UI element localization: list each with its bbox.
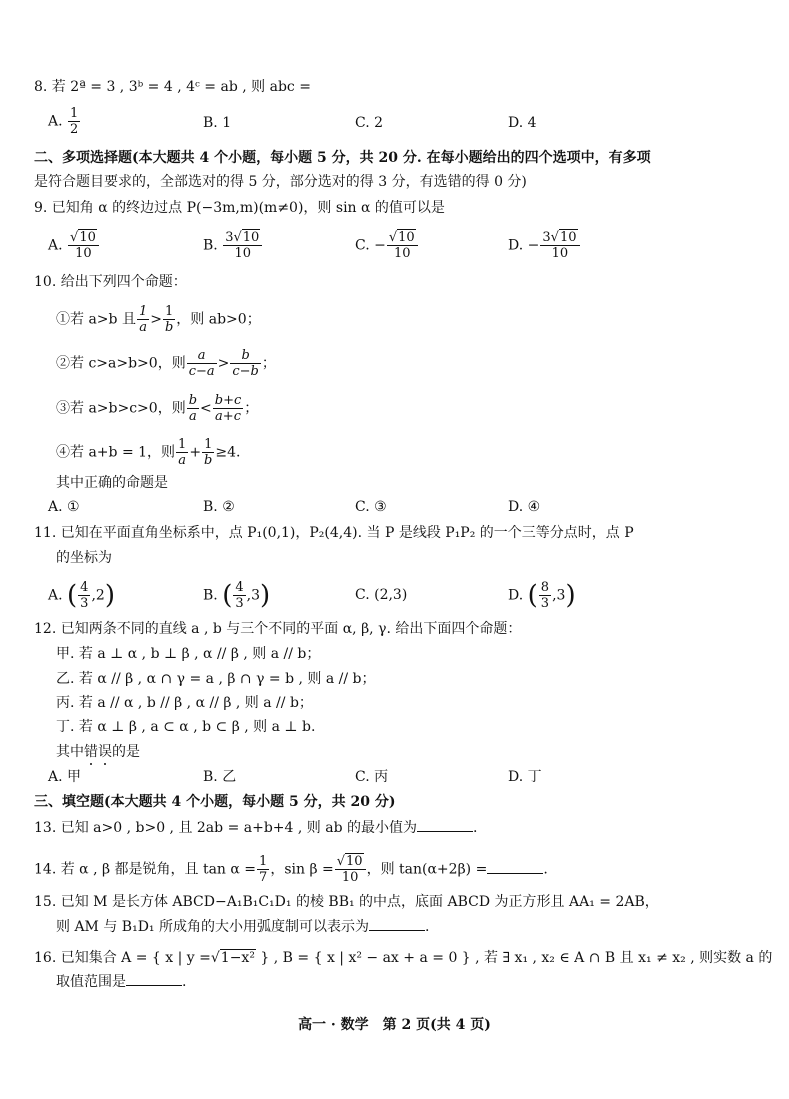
q11-stem: 11. 已知在平面直角坐标系中，点 P₁(0,1)，P₂(4,4). 当 P 是线段 P₁P₂ 的一个三等分点时，点 P: [34, 525, 634, 541]
fraction: $\frac{1}{2}$: [70, 106, 79, 137]
q10-option-c: C. ③: [355, 499, 387, 515]
q10-proposition-1: ①若 a>b 且 $\frac{1}{a}$ > $\frac{1}{b}$ ，则 ab>0；: [56, 304, 261, 335]
q11-stem-cont: 的坐标为: [56, 550, 112, 566]
q11-option-b: B. ( $\frac{4}{3}$ ,3): [203, 580, 271, 611]
section-2-heading: 二、多项选择题(本大题共 4 个小题，每小题 5 分，共 20 分. 在每小题给出的四个选项中，有多项: [34, 150, 651, 166]
q10-option-b: B. ②: [203, 499, 235, 515]
q12-option-b: B. 乙: [203, 769, 237, 785]
q12-stem: 12. 已知两条不同的直线 a , b 与三个不同的平面 α, β, γ. 给出下面四个命题：: [34, 621, 522, 637]
q8-option-b: B. 1: [203, 115, 232, 131]
q12-proposition-ding: 丁. 若 α ⊥ β , a ⊂ α , b ⊂ β , 则 a ⊥ b.: [56, 719, 316, 735]
q8-option-a: A. $\frac{1}{2}$: [48, 106, 79, 137]
answer-blank[interactable]: [417, 831, 473, 832]
q11-option-a: A. ( $\frac{4}{3}$ ,2): [48, 580, 115, 611]
q12-proposition-jia: 甲. 若 a ⊥ α , b ⊥ β , α // β , 则 a // b；: [56, 646, 321, 662]
q8-option-c: C. 2: [355, 115, 384, 131]
section-2-heading-cont: 是符合题目要求的，全部选对的得 5 分，部分选对的得 3 分，有选错的得 0 分): [34, 174, 527, 190]
q16-stem: 16. 已知集合 A = { x | y =√1−x² } , B = { x | x² − ax + a = 0 } , 若 ∃ x₁ , x₂ ∈ A ∩ B 且 x₁ ≠ x₂ , 则实数 a 的: [34, 950, 773, 966]
q10-proposition-3: ③若 a>b>c>0，则 $\frac{b}{a}$ < $\frac{b+c}{a+c}$ ；: [56, 393, 259, 424]
q15-stem: 15. 已知 M 是长方体 ABCD−A₁B₁C₁D₁ 的棱 BB₁ 的中点，底面 ABCD 为正方形且 AA₁ = 2AB，: [34, 894, 659, 910]
answer-blank[interactable]: [487, 873, 543, 874]
page-footer: 高一 · 数学 第 2 页(共 4 页): [298, 1017, 491, 1033]
q9-option-a: A. $\frac{√10}{10}$: [48, 230, 100, 261]
q10-option-a: A. ①: [48, 499, 80, 515]
q8-stem: 8. 若 2ª = 3 , 3ᵇ = 4 , 4ᶜ = ab , 则 abc =: [34, 79, 311, 95]
q10-stem: 10. 给出下列四个命题：: [34, 274, 187, 290]
q15-stem-cont: 则 AM 与 B₁D₁ 所成角的大小用弧度制可以表示为 .: [56, 919, 430, 935]
q16-stem-cont: 取值范围是 .: [56, 974, 187, 990]
q12-proposition-yi: 乙. 若 α // β , α ∩ γ = a , β ∩ γ = b , 则 a // b；: [56, 671, 376, 687]
q10-option-d: D. ④: [508, 499, 541, 515]
q12-question: 其中错误的是: [56, 744, 140, 760]
q10-proposition-2: ②若 c>a>b>0，则 $\frac{a}{c-a}$ > $\frac{b}{c-b}$ ；: [56, 348, 276, 379]
section-3-heading: 三、填空题(本大题共 4 个小题，每小题 5 分，共 20 分): [34, 794, 396, 810]
q9-stem: 9. 已知角 α 的终边过点 P(−3m,m)(m≠0)，则 sin α 的值可以是: [34, 200, 445, 216]
q12-option-c: C. 丙: [355, 769, 389, 785]
q11-option-d: D. ( $\frac{8}{3}$ ,3): [508, 580, 576, 611]
q9-option-d: D. − $\frac{3√10}{10}$: [508, 230, 581, 261]
q11-option-c: C. (2,3): [355, 587, 408, 603]
answer-blank[interactable]: [369, 930, 425, 931]
q13-stem: 13. 已知 a>0 , b>0 , 且 2ab = a+b+4 , 则 ab 的最小值为 .: [34, 820, 478, 836]
q14-stem: 14. 若 α , β 都是锐角，且 tan α = $\frac{1}{7}$ ，sin β = $\frac{√10}{10}$ ，则 tan(α+2β) = .: [34, 854, 548, 885]
q12-proposition-bing: 丙. 若 a // α , b // β , α // β , 则 a // b；: [56, 695, 313, 711]
q8-option-d: D. 4: [508, 115, 537, 131]
q10-question: 其中正确的命题是: [56, 475, 168, 491]
q12-option-a: A. 甲: [48, 769, 82, 785]
q12-option-d: D. 丁: [508, 769, 542, 785]
q9-option-c: C. − $\frac{√10}{10}$: [355, 230, 419, 261]
answer-blank[interactable]: [126, 985, 182, 986]
q10-proposition-4: ④若 a+b = 1，则 $\frac{1}{a}$ + $\frac{1}{b}$ ≥4.: [56, 437, 241, 468]
q9-option-b: B. $\frac{3√10}{10}$: [203, 230, 263, 261]
